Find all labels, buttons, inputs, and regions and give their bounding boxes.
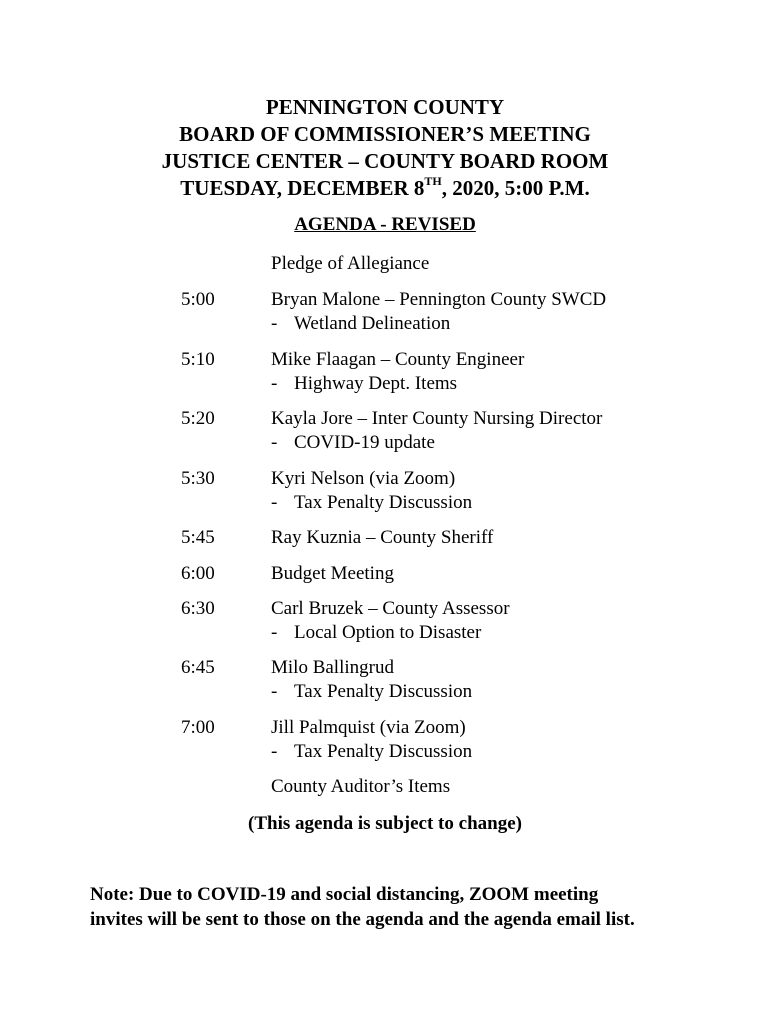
item-title: Kayla Jore – Inter County Nursing Director xyxy=(271,408,603,429)
meeting-header xyxy=(0,94,770,202)
item-title: Pledge of Allegiance xyxy=(271,253,430,274)
item-time: 5:45 xyxy=(181,527,215,548)
item-title: Carl Bruzek – County Assessor xyxy=(271,598,510,619)
header-date-pre: TUESDAY, DECEMBER 8 xyxy=(180,176,425,200)
subtopic-text: Tax Penalty Discussion xyxy=(294,741,473,762)
subtopic-text: Tax Penalty Discussion xyxy=(294,492,473,513)
agenda-title-text: AGENDA - REVISED xyxy=(294,214,476,235)
header-date xyxy=(0,175,770,202)
subtopic-text: Highway Dept. Items xyxy=(294,373,458,394)
item-subtopic xyxy=(271,431,435,455)
item-subtopic xyxy=(271,372,457,396)
item-title: Budget Meeting xyxy=(271,563,394,584)
item-time: 6:45 xyxy=(181,657,215,678)
item-subtopic xyxy=(271,680,472,704)
header-county: PENNINGTON COUNTY xyxy=(265,95,505,119)
subtopic-text: COVID-19 update xyxy=(294,432,435,453)
item-title: Kyri Nelson (via Zoom) xyxy=(271,468,456,489)
subtopic-dash: - xyxy=(271,741,278,762)
subtopic-text: Local Option to Disaster xyxy=(294,622,482,643)
header-meeting: BOARD OF COMMISSIONER’S MEETING xyxy=(179,122,591,146)
item-title: Jill Palmquist (via Zoom) xyxy=(271,717,466,738)
subtopic-dash: - xyxy=(271,492,278,513)
header-location: JUSTICE CENTER – COUNTY BOARD ROOM xyxy=(161,149,609,173)
agenda-change-notice: (This agenda is subject to change) xyxy=(248,813,522,834)
item-time: 5:30 xyxy=(181,468,215,489)
zoom-note-line1: Note: Due to COVID-19 and social distancing, ZOOM meeting xyxy=(90,884,599,905)
item-time: 6:30 xyxy=(181,598,215,619)
subtopic-dash: - xyxy=(271,432,278,453)
item-time: 5:00 xyxy=(181,289,215,310)
item-subtopic xyxy=(271,312,450,336)
subtopic-dash: - xyxy=(271,681,278,702)
item-title: Mike Flaagan – County Engineer xyxy=(271,349,525,370)
subtopic-text: Wetland Delineation xyxy=(294,313,451,334)
item-title: Milo Ballingrud xyxy=(271,657,394,678)
header-date-suffix: TH xyxy=(424,174,442,188)
subtopic-dash: - xyxy=(271,313,278,334)
item-time: 5:20 xyxy=(181,408,215,429)
item-time: 7:00 xyxy=(181,717,215,738)
item-title: Ray Kuznia – County Sheriff xyxy=(271,527,494,548)
agenda-title xyxy=(0,214,770,236)
item-time: 5:10 xyxy=(181,349,215,370)
item-subtopic xyxy=(271,740,472,764)
subtopic-dash: - xyxy=(271,373,278,394)
item-time: 6:00 xyxy=(181,563,215,584)
subtopic-text: Tax Penalty Discussion xyxy=(294,681,473,702)
zoom-note xyxy=(90,882,750,932)
item-subtopic xyxy=(271,491,472,515)
subtopic-dash: - xyxy=(271,622,278,643)
item-title: Bryan Malone – Pennington County SWCD xyxy=(271,289,607,310)
header-date-post: , 2020, 5:00 P.M. xyxy=(441,176,590,200)
item-title: County Auditor’s Items xyxy=(271,776,451,797)
zoom-note-line2: invites will be sent to those on the agenda and the agenda email list. xyxy=(90,909,635,930)
item-subtopic xyxy=(271,621,481,645)
